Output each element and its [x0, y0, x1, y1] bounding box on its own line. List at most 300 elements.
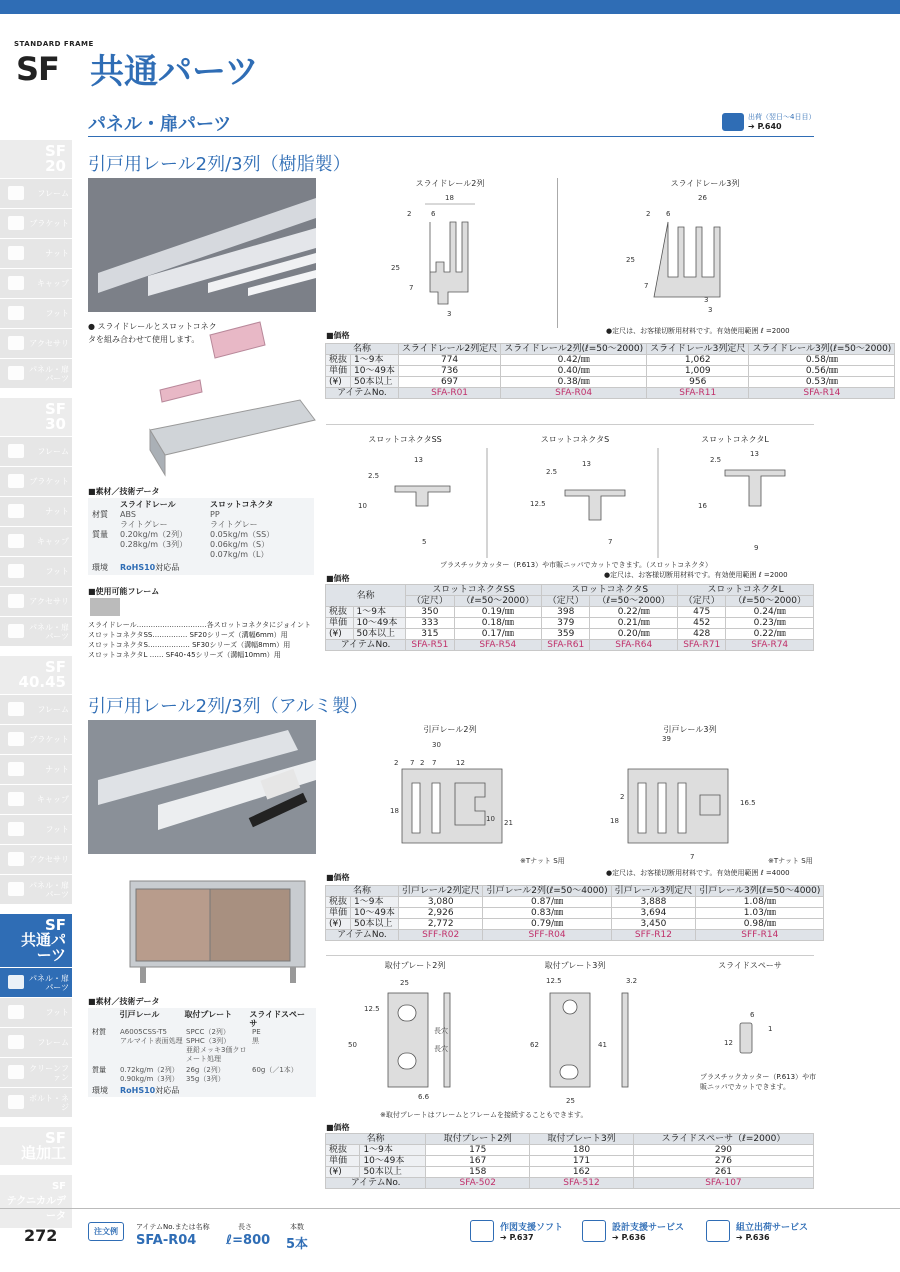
price-cell: 261: [633, 1167, 813, 1178]
sidebar-item-icon: [8, 594, 24, 608]
assembly-illustration: [140, 320, 320, 480]
sub-header: （定尺）: [678, 596, 726, 607]
divider: [326, 424, 814, 425]
plate-price-label: ■価格: [326, 1123, 350, 1132]
table-row: [326, 607, 814, 618]
rohs-suffix: 対応品: [155, 563, 180, 572]
item-number[interactable]: SFA-512: [530, 1178, 634, 1189]
column-header: スライドスペーサ（ℓ=2000）: [633, 1134, 813, 1145]
price-cell: 3,888: [611, 897, 696, 908]
item-no-label: アイテムNo.: [326, 1178, 426, 1189]
alu-rail3-label: 引戸レール3列: [663, 725, 717, 734]
plate3-label: 取付プレート3列: [544, 961, 606, 970]
alu-cut-note: ●定尺は、お客様切断用材料です。有効使用範囲 ℓ =4000: [606, 869, 790, 877]
alu-rail-photo: [88, 720, 316, 854]
sidebar-item[interactable]: [0, 208, 72, 238]
price-cell: 475: [678, 607, 726, 618]
price-cell: 2,772: [398, 919, 483, 930]
connector-drawings: [350, 448, 810, 558]
sidebar-item-icon: [8, 882, 24, 896]
column-header: 取付プレート2列: [426, 1134, 530, 1145]
usable-frame-item: スライドレール…………………………各スロットコネクタにジョイント: [88, 621, 311, 629]
spacer-note: プラスチックカッター（P.613）や市販ニッパでカットできます。: [700, 1073, 817, 1091]
brand-logo: SF: [16, 50, 59, 88]
row-qty-label: 10〜49本: [360, 1156, 426, 1167]
price-cell: 0.38/㎜: [501, 377, 647, 388]
sub-header: （定尺）: [542, 596, 590, 607]
price-cell: 167: [426, 1156, 530, 1167]
svg-text:3: 3: [704, 296, 709, 304]
column-header: 引戸レール3列定尺: [611, 886, 696, 897]
usable-frame-item: スロットコネクタSS…………… SF20シリーズ（溝幅6mm）用: [88, 631, 288, 639]
price-cell: 1,009: [647, 366, 749, 377]
row-qty-label: 50本以上: [353, 629, 406, 640]
price-cell: 171: [530, 1156, 634, 1167]
col-spacer: スライドスペーサ: [249, 1010, 306, 1028]
price-cell: 0.42/㎜: [501, 355, 647, 366]
alu-price-table-1: [325, 885, 824, 941]
sidebar-item[interactable]: [0, 694, 72, 724]
service-cad-page: ➔ P.637: [500, 1233, 534, 1242]
category-sidebar: [0, 140, 72, 1238]
svg-text:16: 16: [698, 502, 707, 510]
sidebar-item-label: フレーム: [37, 1038, 69, 1047]
price-cell: 774: [398, 355, 500, 366]
item-number[interactable]: SFA-R51: [406, 640, 454, 651]
group-header: スロットコネクタL: [678, 585, 814, 596]
sidebar-item[interactable]: [0, 358, 72, 388]
column-header: スライドレール2列定尺: [398, 344, 500, 355]
col-name: 名称: [326, 886, 399, 897]
price-cell: 162: [530, 1167, 634, 1178]
usable-frame-title: ■使用可能フレーム: [88, 587, 160, 596]
alu-rail-illustration: [88, 720, 316, 854]
row-tax-label: 税抜: [326, 607, 354, 618]
item-number[interactable]: SFA-R54: [454, 640, 542, 651]
item-number[interactable]: SFA-R01: [398, 388, 500, 399]
order-quantity: 5本: [286, 1237, 309, 1252]
cell: 26g（2列） 35g（3列）: [186, 1066, 225, 1083]
sidebar-item[interactable]: [0, 997, 72, 1027]
item-no-label: アイテムNo.: [326, 930, 399, 941]
sidebar-item[interactable]: [0, 496, 72, 526]
cell: 0.05kg/m（SS） 0.06kg/m（S） 0.07kg/m（L）: [210, 530, 275, 559]
row-tax-label: 単価: [326, 1156, 360, 1167]
svg-text:9: 9: [754, 544, 759, 552]
sidebar-item[interactable]: [0, 1027, 72, 1057]
row-tax-label: 税抜: [326, 355, 351, 366]
table-row: [326, 377, 895, 388]
pencil-icon: [582, 1220, 606, 1242]
item-number[interactable]: SFF-R04: [483, 930, 611, 941]
svg-text:長穴: 長穴: [434, 1027, 448, 1035]
row-qty-label: 10〜49本: [353, 618, 406, 629]
column-header: 引戸レール3列(ℓ=50〜4000): [696, 886, 824, 897]
page-title: 共通パーツ: [90, 52, 259, 92]
truck-icon: [722, 113, 744, 131]
table-row: [326, 908, 824, 919]
price-cell: 1.03/㎜: [696, 908, 824, 919]
svg-text:13: 13: [414, 456, 423, 464]
sidebar-item[interactable]: [0, 874, 72, 904]
sidebar-item-label: ブラケット: [29, 735, 69, 744]
sidebar-item[interactable]: [0, 754, 72, 784]
sidebar-item-icon: [8, 276, 24, 290]
rail-illustration: [88, 178, 316, 312]
sub-header: （ℓ=50〜2000）: [454, 596, 542, 607]
price-cell: 379: [542, 618, 590, 629]
price-cell: 290: [633, 1145, 813, 1156]
sidebar-gap: [0, 1165, 72, 1175]
cell: PE 黒: [252, 1028, 261, 1045]
price-cell: 1.08/㎜: [696, 897, 824, 908]
conn-ss-label: スロットコネクタSS: [368, 435, 442, 444]
svg-text:7: 7: [409, 284, 414, 292]
sidebar-item-icon: [8, 792, 24, 806]
table-row: [326, 355, 895, 366]
usable-frame-item: スロットコネクタS……………… SF30シリーズ（溝幅8mm）用: [88, 641, 291, 649]
col-slot-connector: スロットコネクタ: [210, 500, 274, 509]
item-row: [326, 1178, 814, 1189]
item-number[interactable]: SFA-502: [426, 1178, 530, 1189]
svg-text:18: 18: [610, 817, 619, 825]
sidebar-item-icon: [8, 624, 24, 638]
sidebar-item[interactable]: [0, 436, 72, 466]
order-item: SFA-R04: [136, 1233, 197, 1248]
cell: 0.20kg/m（2列） 0.28kg/m（3列）: [120, 530, 188, 549]
price-cell: 398: [542, 607, 590, 618]
frame-icon: [706, 1220, 730, 1242]
price-cell: 1,062: [647, 355, 749, 366]
price-cell: 2,926: [398, 908, 483, 919]
row-tax-label: 単価: [326, 618, 354, 629]
svg-text:39: 39: [662, 735, 671, 743]
order-qty-head: 本数: [290, 1223, 304, 1231]
ship-info: [722, 112, 815, 131]
sidebar-item-icon: [8, 822, 24, 836]
sidebar-item-label: フット: [45, 309, 69, 318]
price-cell: 0.79/㎜: [483, 919, 611, 930]
sidebar-item-label: キャップ: [37, 537, 69, 546]
svg-text:25: 25: [626, 256, 635, 264]
price-cell: 452: [678, 618, 726, 629]
svg-text:12.5: 12.5: [364, 1005, 380, 1013]
price-cell: 3,694: [611, 908, 696, 919]
divider: [326, 955, 814, 956]
row-tax-label: 税抜: [326, 897, 351, 908]
price-cell: 276: [633, 1156, 813, 1167]
price-cell: 0.83/㎜: [483, 908, 611, 919]
sidebar-gap: [0, 388, 72, 398]
service-assembly-page: ➔ P.636: [736, 1233, 770, 1242]
resin-rail-photo: [88, 178, 316, 312]
item-row: [326, 640, 814, 651]
sidebar-item-icon: [8, 1035, 24, 1049]
price-cell: 0.22/㎜: [590, 607, 678, 618]
sidebar-item-label: ボルト・ネジ: [29, 1093, 69, 1112]
sidebar-item[interactable]: [0, 1087, 72, 1117]
svg-text:6: 6: [666, 210, 671, 218]
price-cell: 428: [678, 629, 726, 640]
sidebar-item-label: アクセサリ: [29, 855, 69, 864]
tnut-note-2: ※Tナット S用: [768, 857, 813, 865]
sidebar-gap: [0, 1117, 72, 1127]
sidebar-item-label: フレーム: [37, 189, 69, 198]
svg-text:25: 25: [391, 264, 400, 272]
sidebar-item-icon: [8, 1005, 24, 1019]
svg-text:2: 2: [646, 210, 651, 218]
rail2-label: スライドレール2列: [415, 179, 485, 188]
svg-text:2: 2: [407, 210, 412, 218]
sidebar-item-label: ブラケット: [29, 219, 69, 228]
svg-text:1: 1: [768, 1025, 773, 1033]
item-number[interactable]: SFF-R14: [696, 930, 824, 941]
rohs-badge: RoHS10: [120, 1086, 156, 1095]
row-tax-label: (¥): [326, 1167, 360, 1178]
sidebar-item-icon: [8, 504, 24, 518]
sidebar-group-4[interactable]: SF 追加工: [0, 1127, 72, 1165]
item-number[interactable]: SFA-R61: [542, 640, 590, 651]
item-number[interactable]: SFA-R14: [749, 388, 895, 399]
sidebar-group-1[interactable]: SF 30: [0, 398, 72, 436]
sidebar-item[interactable]: [0, 298, 72, 328]
service-cad-link[interactable]: [470, 1220, 563, 1242]
order-length: ℓ=800: [226, 1233, 271, 1248]
resin-bullet: ● スライドレールとスロットコネクタを組み合わせて使用します。: [88, 322, 217, 344]
item-number[interactable]: SFA-R64: [590, 640, 678, 651]
table-row: [326, 1145, 814, 1156]
svg-text:2: 2: [394, 759, 399, 767]
row-material: 材質: [92, 1028, 106, 1036]
sidebar-gap: [0, 904, 72, 914]
svg-text:16.5: 16.5: [740, 799, 756, 807]
svg-text:25: 25: [566, 1097, 575, 1105]
price-cell: 350: [406, 607, 454, 618]
row-qty-label: 1〜9本: [351, 355, 399, 366]
cell: 60g（／1本）: [252, 1066, 298, 1074]
price-cell: 315: [406, 629, 454, 640]
svg-text:7: 7: [432, 759, 437, 767]
sidebar-item-icon: [8, 762, 24, 776]
item-number[interactable]: SFA-R04: [501, 388, 647, 399]
item-number[interactable]: SFA-R74: [726, 640, 814, 651]
cell: ABS ライトグレー: [120, 510, 168, 529]
svg-text:長穴: 長穴: [434, 1045, 448, 1053]
sidebar-item-icon: [8, 564, 24, 578]
sidebar-group-0[interactable]: SF 20: [0, 140, 72, 178]
cell: 0.72kg/m（2列） 0.90kg/m（3列）: [120, 1066, 179, 1083]
alu-price-label: ■価格: [326, 873, 350, 882]
sidebar-item-label: クリーンファン: [29, 1063, 69, 1082]
table-header-row: [326, 886, 824, 897]
3d-icon: [470, 1220, 494, 1242]
table-header-row: [326, 585, 814, 596]
sidebar-item-label: ブラケット: [29, 477, 69, 486]
row-material: 材質: [92, 510, 108, 519]
sidebar-item[interactable]: [0, 238, 72, 268]
brand-subtitle: STANDARD FRAME: [14, 40, 94, 48]
drawing-divider: [557, 178, 558, 328]
table-row: [326, 629, 814, 640]
service-design-page: ➔ P.636: [612, 1233, 646, 1242]
svg-text:5: 5: [422, 538, 427, 546]
sub-header: （ℓ=50〜2000）: [726, 596, 814, 607]
column-header: スライドレール3列定尺: [647, 344, 749, 355]
row-qty-label: 10〜49本: [351, 366, 399, 377]
sidebar-item-icon: [8, 975, 24, 989]
sidebar-item-label: パネル・扉パーツ: [29, 622, 69, 641]
table-row: [326, 366, 895, 377]
conn-cut-note: ●定尺は、お客様切断用材料です。有効使用範囲 ℓ =2000: [604, 571, 788, 579]
service-assembly-link[interactable]: [706, 1220, 808, 1242]
resin-price-table-2: [325, 584, 814, 651]
sidebar-item-icon: [8, 366, 24, 380]
row-tax-label: (¥): [326, 377, 351, 388]
price-cell: 0.40/㎜: [501, 366, 647, 377]
conn-price-label: ■価格: [326, 574, 350, 583]
svg-text:6: 6: [750, 1011, 755, 1019]
svg-text:12: 12: [724, 1039, 733, 1047]
order-len-head: 長さ: [238, 1223, 252, 1231]
sidebar-item[interactable]: [0, 556, 72, 586]
footer-divider: [0, 1208, 900, 1209]
alu-rail-title: 引戸用レール2列/3列（アルミ製）: [88, 696, 368, 717]
svg-text:18: 18: [445, 194, 454, 202]
conn-l-label: スロットコネクタL: [701, 435, 769, 444]
svg-text:7: 7: [690, 853, 695, 861]
sidebar-item-label: キャップ: [37, 795, 69, 804]
section-title: パネル・扉パーツ: [88, 114, 232, 135]
row-tax-label: (¥): [326, 629, 354, 640]
sidebar-item[interactable]: [0, 466, 72, 496]
svg-text:2.5: 2.5: [546, 468, 558, 476]
column-header: 取付プレート3列: [530, 1134, 634, 1145]
price-cell: 0.53/㎜: [749, 377, 895, 388]
table-row: [326, 897, 824, 908]
item-row: [326, 930, 824, 941]
price-cell: 0.98/㎜: [696, 919, 824, 930]
col-name: 名称: [326, 585, 406, 607]
sidebar-item-label: ナット: [45, 765, 69, 774]
usable-frame-item: スロットコネクタL …… SF40･45シリーズ（溝幅10mm）用: [88, 651, 281, 659]
item-no-label: アイテムNo.: [326, 388, 399, 399]
sidebar-group-2[interactable]: SF 40.45: [0, 656, 72, 694]
sub-header: （ℓ=50〜2000）: [590, 596, 678, 607]
service-design-label: 設計支援サービス: [612, 1223, 685, 1233]
sidebar-item[interactable]: [0, 844, 72, 874]
svg-text:13: 13: [582, 460, 591, 468]
column-header: 引戸レール2列(ℓ=50〜4000): [483, 886, 611, 897]
group-header: スロットコネクタS: [542, 585, 678, 596]
sidebar-item-icon: [8, 702, 24, 716]
cell: PP ライトグレー: [210, 510, 258, 529]
col-slide-rail: スライドレール: [120, 500, 176, 509]
price-cell: 0.87/㎜: [483, 897, 611, 908]
sidebar-item[interactable]: [0, 178, 72, 208]
sidebar-item-icon: [8, 534, 24, 548]
svg-text:3.2: 3.2: [626, 977, 638, 985]
item-number[interactable]: SFA-107: [633, 1178, 813, 1189]
sidebar-item-icon: [8, 216, 24, 230]
sidebar-item[interactable]: [0, 1057, 72, 1087]
sidebar-item-label: フット: [45, 1008, 69, 1017]
price-cell: 0.19/㎜: [454, 607, 542, 618]
svg-text:2: 2: [620, 793, 625, 801]
svg-text:3: 3: [447, 310, 452, 318]
sidebar-item[interactable]: [0, 616, 72, 646]
sidebar-item-icon: [8, 732, 24, 746]
price-cell: 158: [426, 1167, 530, 1178]
ship-page-link[interactable]: ➔ P.640: [748, 122, 782, 131]
sidebar-item-label: フレーム: [37, 705, 69, 714]
rohs-suffix: 対応品: [155, 1086, 180, 1095]
svg-text:13: 13: [750, 450, 759, 458]
sidebar-item-icon: [8, 852, 24, 866]
row-weight: 質量: [92, 530, 108, 539]
sidebar-item[interactable]: [0, 814, 72, 844]
sidebar-item[interactable]: [0, 586, 72, 616]
row-qty-label: 50本以上: [351, 919, 399, 930]
sidebar-item-label: フット: [45, 825, 69, 834]
item-number[interactable]: SFF-R12: [611, 930, 696, 941]
sidebar-item-label: パネル・扉パーツ: [29, 880, 69, 899]
item-number[interactable]: SFA-R71: [678, 640, 726, 651]
price-cell: 0.23/㎜: [726, 618, 814, 629]
column-header: スライドレール3列(ℓ=50〜2000): [749, 344, 895, 355]
table-row: [326, 1156, 814, 1167]
sidebar-item[interactable]: [0, 724, 72, 754]
order-item-head: アイテムNo.または名称: [136, 1223, 210, 1231]
sidebar-group-5[interactable]: SF テクニカルデータ: [0, 1175, 72, 1228]
sidebar-item[interactable]: [0, 967, 72, 997]
svg-text:2.5: 2.5: [368, 472, 380, 480]
plate-note: ※取付プレートはフレームとフレームを接続することもできます。: [380, 1111, 588, 1119]
svg-text:12.5: 12.5: [546, 977, 562, 985]
svg-text:2: 2: [420, 759, 425, 767]
sidebar-item-label: アクセサリ: [29, 597, 69, 606]
row-tax-label: 単価: [326, 366, 351, 377]
alu-rail-drawings: [360, 735, 820, 865]
price-cell: 0.58/㎜: [749, 355, 895, 366]
price-cell: 0.18/㎜: [454, 618, 542, 629]
frame-thumbnail: [90, 598, 120, 616]
item-number[interactable]: SFF-R02: [398, 930, 483, 941]
svg-text:6.6: 6.6: [418, 1093, 430, 1101]
sidebar-item-label: キャップ: [37, 279, 69, 288]
sidebar-group-3[interactable]: SF 共通パーツ: [0, 914, 72, 967]
price-cell: 175: [426, 1145, 530, 1156]
sidebar-item[interactable]: [0, 526, 72, 556]
sidebar-item-label: アクセサリ: [29, 339, 69, 348]
sidebar-item[interactable]: [0, 268, 72, 298]
sidebar-item[interactable]: [0, 328, 72, 358]
sidebar-item[interactable]: [0, 784, 72, 814]
sidebar-item-icon: [8, 336, 24, 350]
item-number[interactable]: SFA-R11: [647, 388, 749, 399]
table-row: [326, 919, 824, 930]
table-row: [326, 1167, 814, 1178]
connector-cutter-note: プラスチックカッター（P.613）や市販ニッパでカットできます。（スロットコネクタ）: [440, 561, 712, 569]
row-tax-label: (¥): [326, 919, 351, 930]
service-design-link[interactable]: [582, 1220, 684, 1242]
rail3-label: スライドレール3列: [670, 179, 740, 188]
svg-text:7: 7: [608, 538, 613, 546]
price-cell: 736: [398, 366, 500, 377]
price-cell: 3,450: [611, 919, 696, 930]
svg-text:12: 12: [456, 759, 465, 767]
resin-rail-title: 引戸用レール2列/3列（樹脂製）: [88, 154, 351, 175]
sidebar-item-label: フレーム: [37, 447, 69, 456]
